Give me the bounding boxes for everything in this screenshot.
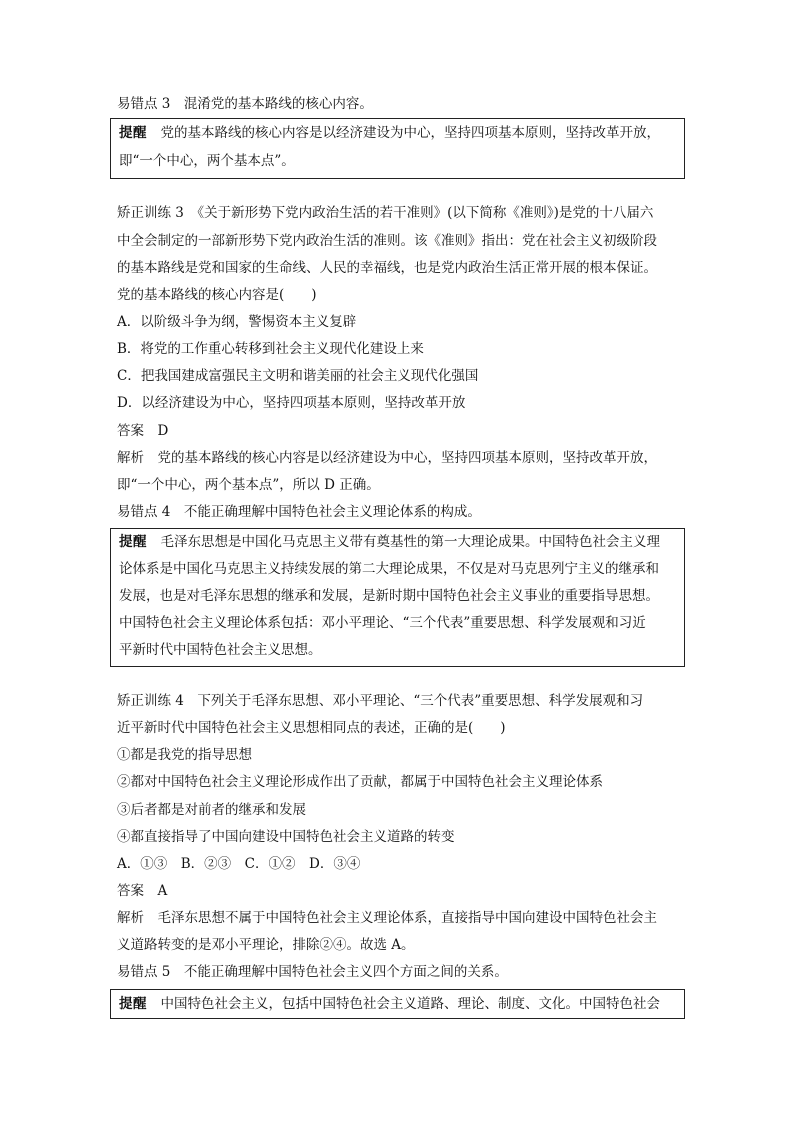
exercise-4-item-4: ④都直接指导了中国向建设中国特色社会主义道路的转变	[117, 829, 455, 845]
error-point-5-title: 易错点 5 不能正确理解中国特色社会主义四个方面之间的关系。	[117, 964, 508, 980]
reminder-4-line-4: 中国特色社会主义理论体系包括：邓小平理论、“三个代表”重要思想、科学发展观和习近	[119, 615, 646, 631]
exercise-3-option-a: A．以阶级斗争为纲，警惕资本主义复辟	[117, 314, 357, 330]
reminder-5-line-1: 提醒 中国特色社会主义，包括中国特色社会主义道路、理论、制度、文化。中国特色社会	[119, 996, 660, 1012]
reminder-label: 提醒	[119, 534, 147, 550]
exercise-4-stem-line-2: 近平新时代中国特色社会主义思想相同点的表述，正确的是( )	[117, 720, 506, 736]
exercise-3-stem-line-1: 矫正训练 3 《关于新形势下党内政治生活的若干准则》(以下简称《准则》)是党的十八届六	[117, 205, 654, 221]
exercise-3-analysis-line-2: 即“一个中心，两个基本点”，所以 D 正确。	[117, 477, 380, 493]
exercise-4-stem-line-1: 矫正训练 4 下列关于毛泽东思想、邓小平理论、“三个代表”重要思想、科学发展观和习	[117, 693, 644, 709]
exercise-3-option-b: B．将党的工作重心转移到社会主义现代化建设上来	[117, 341, 424, 357]
exercise-4-options: A．①③ B．②③ C．①② D．③④	[117, 856, 361, 872]
exercise-4-item-3: ③后者都是对前者的继承和发展	[117, 802, 306, 818]
reminder-3-text-1: 党的基本路线的核心内容是以经济建设为中心，坚持四项基本原则，坚持改革开放，	[160, 125, 660, 141]
error-point-3-title: 易错点 3 混淆党的基本路线的核心内容。	[117, 96, 373, 112]
reminder-4-line-5: 平新时代中国特色社会主义思想。	[119, 642, 322, 658]
reminder-4-line-3: 发展，也是对毛泽东思想的继承和发展，是新时期中国特色社会主义事业的重要指导思想。	[119, 588, 659, 604]
reminder-label: 提醒	[119, 125, 147, 141]
exercise-3-analysis-line-1: 解析 党的基本路线的核心内容是以经济建设为中心，坚持四项基本原则，坚持改革开放，	[117, 450, 657, 466]
exercise-4-analysis-line-1: 解析 毛泽东思想不属于中国特色社会主义理论体系，直接指导中国向建设中国特色社会主	[117, 910, 657, 926]
exercise-3-option-c: C．把我国建成富强民主文明和谐美丽的社会主义现代化强国	[117, 368, 479, 384]
reminder-label: 提醒	[119, 996, 147, 1012]
reminder-4-line-1: 提醒 毛泽东思想是中国化马克思主义带有奠基性的第一大理论成果。中国特色社会主义理	[119, 534, 660, 550]
reminder-3-line-2: 即“一个中心，两个基本点”。	[119, 153, 295, 169]
exercise-3-answer: 答案 D	[117, 423, 169, 439]
reminder-3-line-1	[119, 123, 660, 143]
exercise-3-option-d: D．以经济建设为中心，坚持四项基本原则，坚持改革开放	[117, 395, 466, 411]
reminder-box-5	[110, 989, 685, 1019]
reminder-box-3	[110, 118, 685, 179]
reminder-4-line-2: 论体系是中国化马克思主义持续发展的第二大理论成果，不仅是对马克思列宁主义的继承和	[119, 561, 659, 577]
exercise-3-stem-line-3: 的基本路线是党和国家的生命线、人民的幸福线，也是党内政治生活正常开展的根本保证。	[117, 260, 657, 276]
exercise-3-stem-line-4: 党的基本路线的核心内容是( )	[117, 287, 317, 303]
exercise-4-analysis-line-2: 义道路转变的是邓小平理论，排除②④。故选 A。	[117, 937, 415, 953]
exercise-4-answer: 答案 A	[117, 883, 168, 899]
reminder-box-4	[110, 528, 685, 667]
error-point-4-title: 易错点 4 不能正确理解中国特色社会主义理论体系的构成。	[117, 504, 481, 520]
exercise-3-stem-line-2: 中全会制定的一部新形势下党内政治生活的准则。该《准则》指出：党在社会主义初级阶段	[117, 233, 657, 249]
exercise-4-item-2: ②都对中国特色社会主义理论形成作出了贡献，都属于中国特色社会主义理论体系	[117, 774, 603, 790]
exercise-4-item-1: ①都是我党的指导思想	[117, 747, 252, 763]
